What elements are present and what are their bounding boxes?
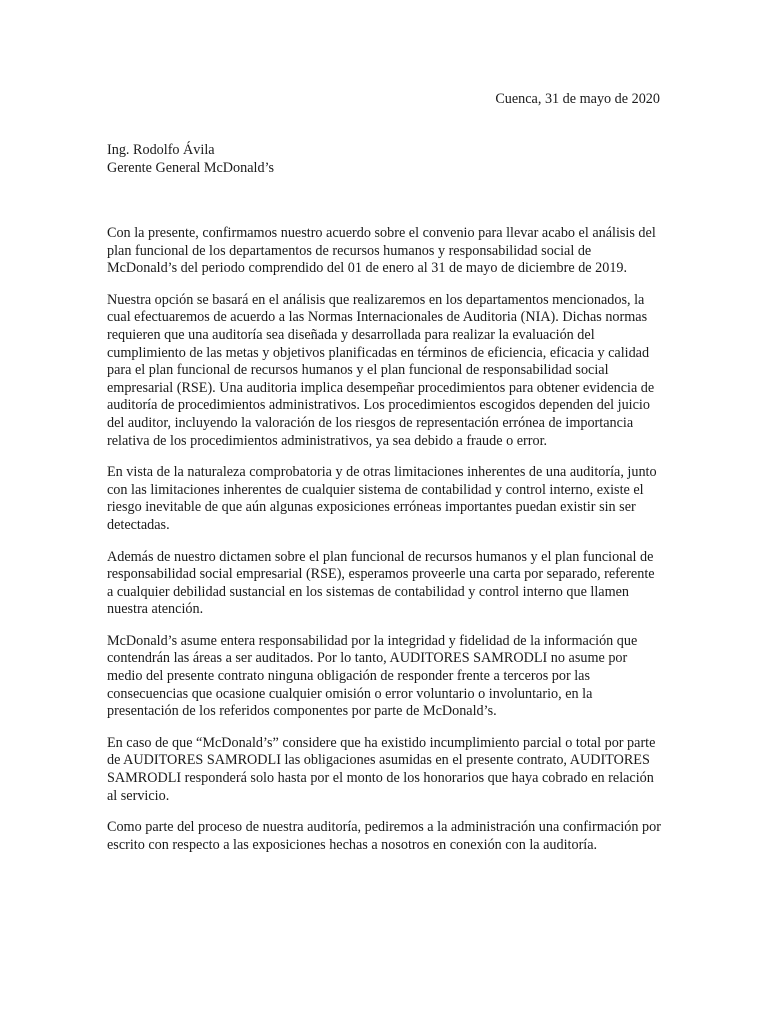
date-line: Cuenca, 31 de mayo de 2020 (495, 91, 660, 107)
recipient-title: Gerente General McDonald’s (107, 159, 275, 176)
letter-body (107, 225, 663, 868)
paragraph-responsibility: McDonald’s asume entera responsabilidad por la integridad y fidelidad de la información que contendrán las áreas a ser auditados. Por lo tanto, AUDITORES SAMRODLI no asume por medio del presente contrato ninguna obligación de responder frente a terceros por las consecuencias que ocasione cualquier omisión o error voluntario o involuntario, en la presentación de los referidos componentes por parte de McDonald’s. (107, 632, 638, 720)
recipient-name: Ing. Rodolfo Ávila (107, 142, 215, 158)
paragraph-limitations: En vista de la naturaleza comprobatoria y de otras limitaciones inherentes de una auditoría, junto con las limitaciones inherentes de cualquier sistema de contabilidad y control interno, existe el riesgo inevitable de que aún algunas exposiciones erróneas importantes puedan existir sin ser detectadas. (107, 464, 657, 533)
paragraph-liability: En caso de que “McDonald’s” considere que ha existido incumplimiento parcial o total por parte de AUDITORES SAMRODLI las obligaciones asumidas en el presente contrato, AUDITORES SAMRODLI responderá solo hasta por el monto de los honorarios que haya cobrado en relación al servicio. (107, 734, 656, 804)
recipient-block (107, 142, 274, 177)
paragraph-separate-letter: Además de nuestro dictamen sobre el plan funcional de recursos humanos y el plan funcional de responsabilidad social empresarial (RSE), esperamos proveerle una carta por separado, referente a cualquier debilidad sustancial en los sistemas de contabilidad y control interno que llamen nuestra atención. (107, 548, 655, 618)
paragraph-scope: Nuestra opción se basará en el análisis que realizaremos en los departamentos mencionados, la cual efectuaremos de acuerdo a las Normas Internacionales de Auditoria (NIA). Dichas normas requieren que una auditoría sea diseñada y desarrollada para realizar la evaluación del cumplimiento de las metas y objetivos planificadas en términos de eficiencia, eficacia y calidad para el plan funcional de recursos humanos y el plan funcional de responsabilidad social empresarial (RSE). Una auditoria implica desempeñar procedimientos para obtener evidencia de auditoría de procedimientos administrativos. Los procedimientos escogidos dependen del juicio del auditor, incluyendo la valoración de los riesgos de representación errónea de importancia relativa de los procedimientos administrativos, ya sea debido a fraude o error. (107, 291, 655, 449)
paragraph-intro: Con la presente, confirmamos nuestro acuerdo sobre el convenio para llevar acabo el análisis del plan funcional de los departamentos de recursos humanos y responsabilidad social de McDonald’s del periodo comprendido del 01 de enero al 31 de mayo de diciembre de 2019. (107, 225, 656, 277)
paragraph-confirmation: Como parte del proceso de nuestra auditoría, pediremos a la administración una confirmación por escrito con respecto a las exposiciones hechas a nosotros en conexión con la auditoría. (107, 819, 661, 853)
